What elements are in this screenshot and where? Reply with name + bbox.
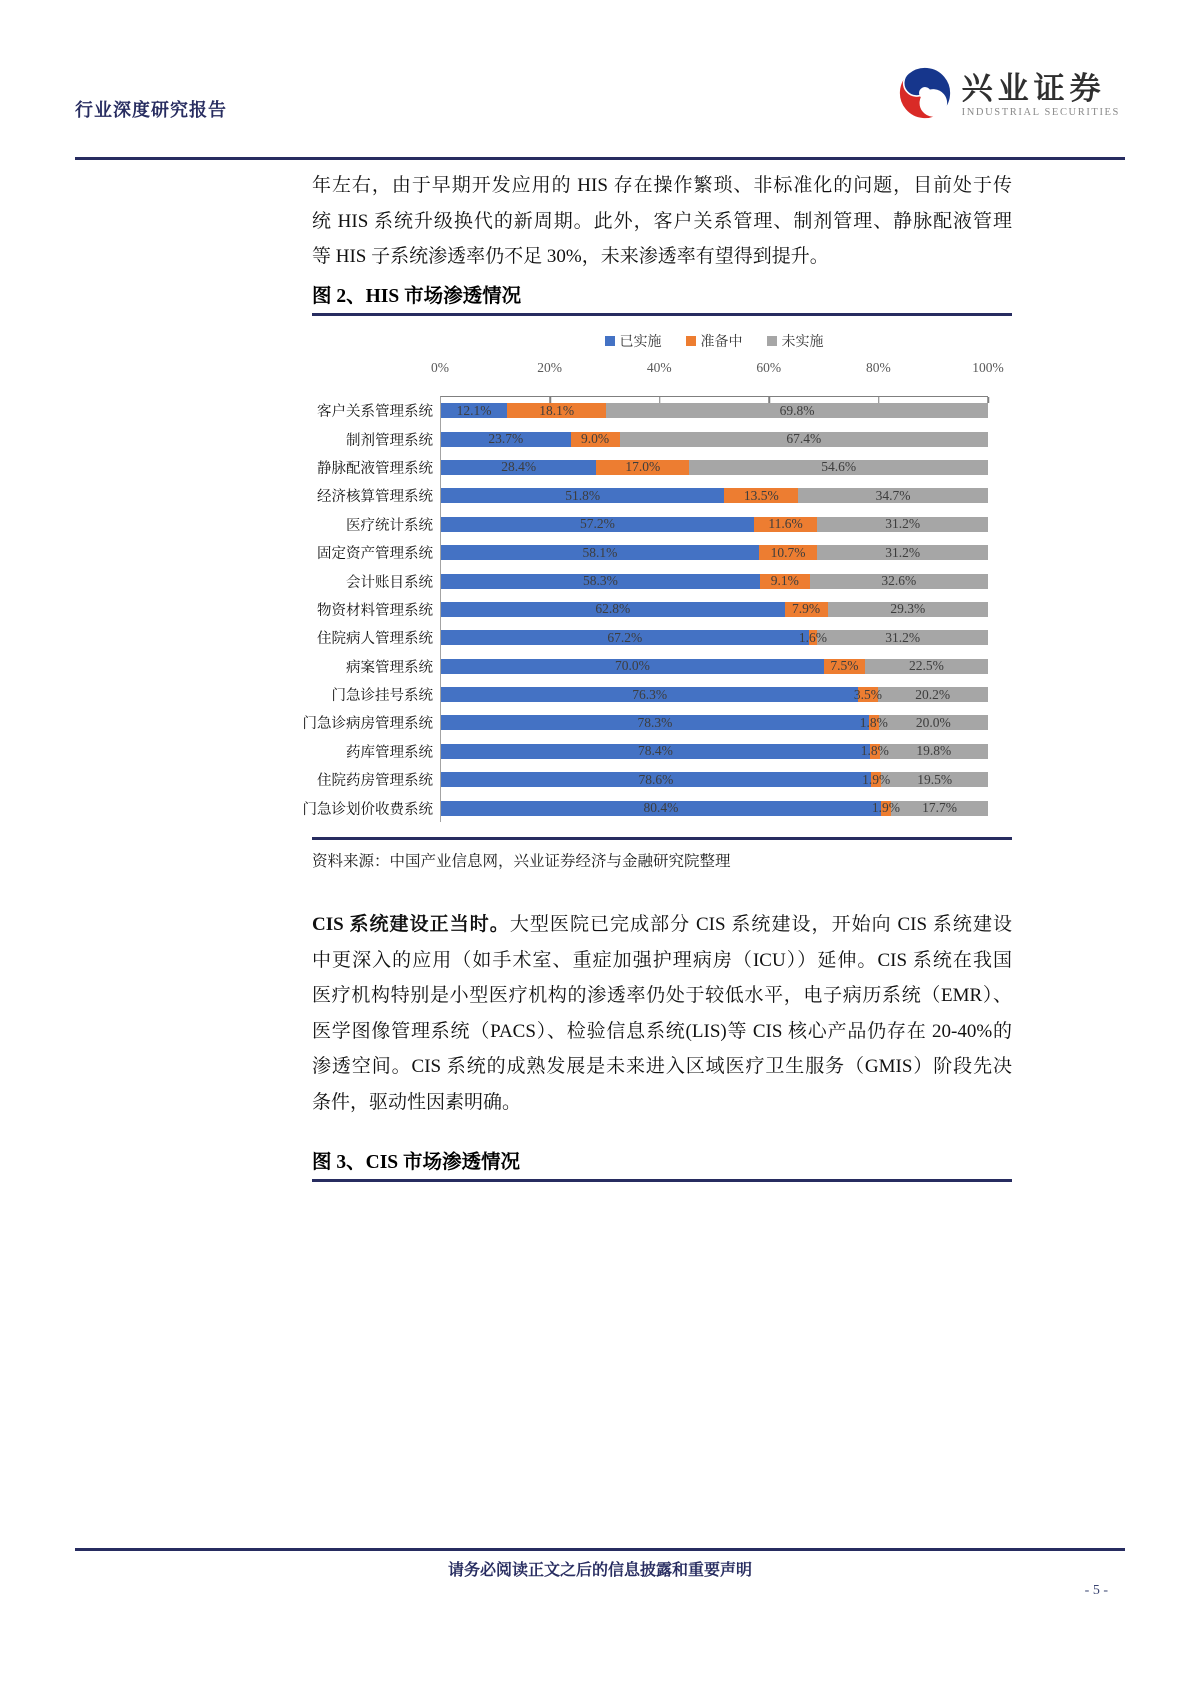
bar-segment bbox=[824, 659, 865, 674]
bar-segment bbox=[880, 744, 988, 759]
chart-row bbox=[317, 766, 988, 794]
category-label: 物资材料管理系统 bbox=[317, 602, 433, 619]
text-line: 医疗机构特别是小型医疗机构的渗透率仍处于较低水平，电子病历系统（EMR）、 bbox=[312, 985, 1012, 1007]
bar-segment bbox=[441, 432, 571, 447]
category-label: 门急诊病房管理系统 bbox=[302, 716, 433, 733]
category-label: 医疗统计系统 bbox=[346, 517, 433, 534]
figure3-title-rule bbox=[312, 1179, 1012, 1182]
chart-legend bbox=[440, 332, 988, 350]
text-line: 条件，驱动性因素明确。 bbox=[312, 1091, 522, 1113]
data-label: 10.7% bbox=[770, 544, 806, 560]
text-line: 医学图像管理系统（PACS）、检验信息系统(LIS)等 CIS 核心产品仍存在 20-40%的 bbox=[312, 1020, 1012, 1042]
data-label: 9.1% bbox=[770, 573, 799, 589]
bar-segment bbox=[871, 800, 901, 816]
data-label: 54.6% bbox=[821, 459, 857, 475]
data-label: 19.5% bbox=[917, 771, 953, 787]
bar-segment bbox=[817, 517, 988, 532]
bar-segment bbox=[853, 686, 882, 702]
bar-segment bbox=[596, 460, 689, 475]
axis-tick-label: 100% bbox=[972, 359, 1004, 375]
stacked-bar bbox=[441, 744, 988, 759]
figure2-title: 图 2、HIS 市场渗透情况 bbox=[312, 285, 522, 307]
data-label: 51.8% bbox=[565, 487, 601, 503]
data-label: 7.9% bbox=[792, 601, 821, 617]
data-label: 67.4% bbox=[786, 431, 822, 447]
axis-tick-label: 40% bbox=[646, 359, 672, 375]
category-label: 客户关系管理系统 bbox=[317, 404, 433, 421]
data-label: 1.8% bbox=[859, 714, 888, 730]
data-label: 31.2% bbox=[885, 544, 921, 560]
brand-swirl-icon bbox=[898, 66, 952, 125]
chart-row bbox=[317, 453, 988, 481]
category-label: 固定资产管理系统 bbox=[317, 546, 433, 563]
category-label: 门急诊挂号系统 bbox=[331, 688, 433, 705]
bar-segment bbox=[441, 659, 824, 674]
data-label: 7.5% bbox=[830, 658, 859, 674]
data-label: 58.1% bbox=[582, 544, 618, 560]
text-line: 中更深入的应用（如手术室、重症加强护理病房（ICU））延伸。CIS 系统在我国 bbox=[312, 949, 1012, 971]
data-label: 23.7% bbox=[488, 431, 524, 447]
bar-segment bbox=[441, 602, 785, 617]
data-label: 22.5% bbox=[909, 658, 944, 674]
category-label: 经济核算管理系统 bbox=[317, 489, 433, 506]
category-label: 药库管理系统 bbox=[346, 744, 433, 761]
footer-divider bbox=[75, 1548, 1125, 1551]
bar-segment bbox=[862, 771, 891, 787]
chart-row bbox=[331, 680, 988, 708]
axis-tick-label: 0% bbox=[431, 359, 449, 375]
data-label: 9.0% bbox=[581, 431, 610, 447]
data-label: 11.6% bbox=[768, 516, 803, 532]
data-label: 31.2% bbox=[885, 516, 921, 532]
bar-segment bbox=[571, 432, 620, 447]
legend-swatch-icon bbox=[686, 336, 696, 346]
data-label: 20.2% bbox=[915, 686, 951, 702]
brand-name-en: INDUSTRIAL SECURITIES bbox=[961, 107, 1120, 118]
data-label: 31.2% bbox=[885, 629, 921, 645]
data-label: 3.5% bbox=[853, 686, 882, 702]
data-label: 12.1% bbox=[456, 402, 492, 418]
bar-segment bbox=[817, 545, 988, 560]
bar-segment bbox=[810, 574, 988, 589]
footer-disclaimer: 请务必阅读正文之后的信息披露和重要声明 bbox=[447, 1562, 752, 1579]
bar-segment bbox=[441, 460, 596, 475]
data-label: 80.4% bbox=[643, 800, 679, 816]
axis-tick-label: 20% bbox=[537, 359, 562, 375]
bar-segment bbox=[881, 772, 988, 787]
stacked-bar bbox=[441, 460, 988, 475]
text-line: CIS 系统建设正当时。大型医院已完成部分 CIS 系统建设，开始向 CIS 系统建设 bbox=[312, 914, 1012, 936]
stacked-bar bbox=[441, 687, 988, 702]
text-line: 年左右，由于早期开发应用的 HIS 存在操作繁琐、非标准化的问题，目前处于传 bbox=[312, 175, 1012, 196]
bar-segment bbox=[441, 517, 754, 532]
data-label: 34.7% bbox=[875, 487, 911, 503]
paragraph-cis bbox=[312, 907, 1012, 1120]
chart-row bbox=[317, 624, 988, 652]
legend-item bbox=[605, 331, 662, 351]
category-label: 静脉配液管理系统 bbox=[317, 460, 433, 477]
category-label: 会计账目系统 bbox=[346, 574, 433, 591]
chart-row bbox=[317, 595, 988, 623]
header-divider bbox=[75, 157, 1125, 160]
chart-row bbox=[346, 567, 988, 595]
bar-segment bbox=[441, 403, 507, 418]
stacked-bar bbox=[441, 602, 988, 617]
bar-segment bbox=[441, 744, 870, 759]
legend-item bbox=[686, 331, 743, 351]
data-label: 1.9% bbox=[871, 800, 901, 816]
figure2-bottom-rule bbox=[312, 837, 1012, 840]
chart-his-penetration bbox=[302, 332, 1012, 823]
bar-segment bbox=[828, 602, 988, 617]
bar-segment bbox=[891, 801, 988, 816]
bar-segment bbox=[879, 715, 988, 730]
data-label: 17.7% bbox=[922, 800, 958, 816]
bar-segment bbox=[441, 488, 724, 503]
chart-row bbox=[346, 652, 988, 680]
report-type-label: 行业深度研究报告 bbox=[75, 100, 227, 120]
bar-segment bbox=[620, 432, 988, 447]
bar-segment bbox=[865, 659, 988, 674]
data-label: 1.6% bbox=[798, 629, 828, 645]
bar-segment bbox=[760, 574, 810, 589]
data-label: 18.1% bbox=[539, 402, 575, 418]
stacked-bar bbox=[441, 772, 988, 787]
data-label: 19.8% bbox=[916, 743, 952, 759]
category-label: 制剂管理系统 bbox=[346, 432, 433, 449]
bar-segment bbox=[507, 403, 606, 418]
bar-segment bbox=[859, 714, 888, 730]
bar-segment bbox=[441, 801, 881, 816]
bar-segment bbox=[441, 687, 858, 702]
bar-segment bbox=[860, 743, 889, 759]
stacked-bar bbox=[441, 432, 988, 447]
bar-segment bbox=[606, 403, 988, 418]
stacked-bar bbox=[441, 659, 988, 674]
data-label: 78.3% bbox=[637, 714, 673, 730]
bar-segment bbox=[754, 517, 817, 532]
bar-segment bbox=[817, 630, 988, 645]
chart-row bbox=[346, 510, 988, 538]
page-number: - 5 - bbox=[1084, 1583, 1108, 1598]
stacked-bar bbox=[441, 403, 988, 418]
content-column bbox=[302, 168, 1012, 1182]
stacked-bar bbox=[441, 488, 988, 503]
bar-segment bbox=[441, 715, 869, 730]
data-label: 78.4% bbox=[637, 743, 673, 759]
lead-bold: CIS 系统建设正当时。 bbox=[312, 914, 510, 936]
stacked-bar bbox=[441, 801, 988, 816]
data-label: 28.4% bbox=[501, 459, 537, 475]
data-label: 32.6% bbox=[881, 573, 917, 589]
brand-logo bbox=[898, 66, 1120, 125]
chart-row bbox=[317, 538, 988, 566]
data-label: 17.0% bbox=[625, 459, 661, 475]
legend-swatch-icon bbox=[605, 336, 615, 346]
chart-plot-area bbox=[302, 396, 988, 823]
data-label: 67.2% bbox=[607, 629, 643, 645]
bar-segment bbox=[785, 602, 828, 617]
data-label: 13.5% bbox=[743, 487, 779, 503]
bar-segment bbox=[441, 772, 871, 787]
data-label: 76.3% bbox=[632, 686, 668, 702]
paragraph-his-intro bbox=[312, 168, 1012, 275]
legend-swatch-icon bbox=[767, 336, 777, 346]
bar-segment bbox=[798, 629, 828, 645]
axis-tick-label: 80% bbox=[866, 359, 891, 375]
bar-segment bbox=[798, 488, 988, 503]
figure2-source: 资料来源：中国产业信息网，兴业证券经济与金融研究院整理 bbox=[312, 853, 731, 871]
chart-row bbox=[317, 482, 988, 510]
data-label: 62.8% bbox=[595, 601, 631, 617]
chart-x-axis bbox=[431, 359, 1004, 377]
category-label: 病案管理系统 bbox=[346, 659, 433, 676]
brand-name-cn: 兴业证券 bbox=[961, 71, 1106, 106]
chart-row bbox=[302, 794, 988, 822]
stacked-bar bbox=[441, 517, 988, 532]
legend-label: 已实施 bbox=[619, 334, 662, 350]
data-label: 58.3% bbox=[583, 573, 618, 589]
bar-segment bbox=[441, 630, 809, 645]
bar-segment bbox=[759, 545, 818, 560]
chart-row bbox=[317, 397, 988, 425]
bar-segment bbox=[724, 488, 798, 503]
data-label: 1.9% bbox=[862, 771, 891, 787]
bar-segment bbox=[441, 545, 759, 560]
stacked-bar bbox=[441, 715, 988, 730]
bar-segment bbox=[878, 687, 988, 702]
legend-item bbox=[767, 331, 824, 351]
axis-tick-label: 60% bbox=[756, 359, 782, 375]
category-label: 门急诊划价收费系统 bbox=[302, 801, 433, 818]
stacked-bar bbox=[441, 574, 988, 589]
figure2-title-rule bbox=[312, 313, 1012, 316]
legend-label: 未实施 bbox=[781, 334, 824, 350]
figure3-title: 图 3、CIS 市场渗透情况 bbox=[312, 1152, 521, 1174]
category-label: 住院药房管理系统 bbox=[317, 773, 433, 790]
data-label: 29.3% bbox=[890, 601, 926, 617]
bar-segment bbox=[689, 460, 988, 475]
data-label: 70.0% bbox=[615, 658, 650, 674]
text-line: 统 HIS 系统升级换代的新周期。此外，客户关系管理、制剂管理、静脉配液管理 bbox=[312, 210, 1012, 232]
legend-label: 准备中 bbox=[700, 334, 743, 350]
stacked-bar bbox=[441, 545, 988, 560]
data-label: 69.8% bbox=[779, 402, 815, 418]
data-label: 78.6% bbox=[638, 771, 674, 787]
text-line: 等 HIS 子系统渗透率仍不足 30%，未来渗透率有望得到提升。 bbox=[312, 246, 829, 267]
data-label: 1.8% bbox=[860, 743, 889, 759]
stacked-bar bbox=[441, 630, 988, 645]
text-line: 渗透空间。CIS 系统的成熟发展是未来进入区域医疗卫生服务（GMIS）阶段先决 bbox=[312, 1056, 1012, 1078]
chart-row bbox=[346, 737, 988, 765]
data-label: 20.0% bbox=[915, 714, 951, 730]
data-label: 57.2% bbox=[580, 516, 615, 532]
category-label: 住院病人管理系统 bbox=[317, 631, 433, 648]
chart-row bbox=[302, 709, 988, 737]
chart-row bbox=[346, 425, 988, 453]
bar-segment bbox=[441, 574, 760, 589]
